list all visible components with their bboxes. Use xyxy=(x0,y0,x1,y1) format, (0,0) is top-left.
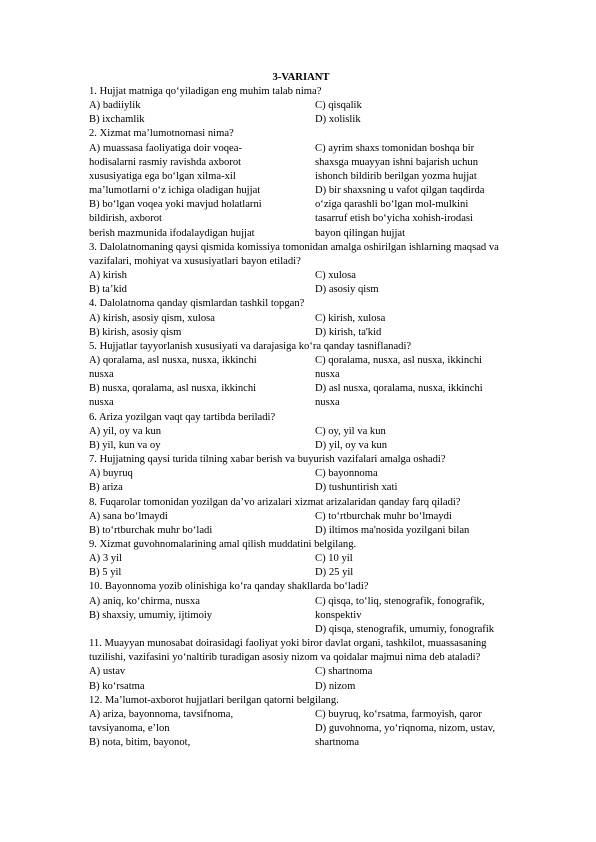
answer-right: D) qisqa, stenografik, umumiy, fonografik xyxy=(315,623,495,635)
question-block xyxy=(89,453,509,495)
answer-left: A) 3 yil xyxy=(89,553,122,565)
question-block xyxy=(89,694,509,751)
answer-row xyxy=(89,566,509,580)
answer-left: A) kirish, asosiy qism, xulosa xyxy=(89,312,215,324)
answer-left: A) qoralama, asl nusxa, nusxa, ikkinchi xyxy=(89,354,257,366)
question-text: 7. Hujjatning qaysi turida tilning xabar berish va buyurish vazifalari amalga oshadi? xyxy=(89,454,446,466)
answer-left: A) badiiylik xyxy=(89,100,141,112)
answer-right: nusxa xyxy=(315,397,340,409)
answer-right: tasarruf etish bo‘yicha xohish-irodasi xyxy=(315,213,473,225)
question-text: 2. Xizmat ma’lumotnomasi nima? xyxy=(89,128,234,140)
answer-row xyxy=(89,227,509,241)
question-text: 10. Bayonnoma yozib olinishiga ko‘ra qanday shakllarda bo‘ladi? xyxy=(89,581,369,593)
question-block xyxy=(89,496,509,538)
answer-right: C) qisqalik xyxy=(315,100,362,112)
answer-right: D) tushuntirish xati xyxy=(315,482,398,494)
answer-row xyxy=(89,609,509,623)
answer-left: B) ko‘rsatma xyxy=(89,680,145,692)
answer-right: C) qisqa, to‘liq, stenografik, fonografik, xyxy=(315,595,485,607)
answer-left: B) 5 yil xyxy=(89,567,122,579)
answer-row xyxy=(89,510,509,524)
answer-row xyxy=(89,312,509,326)
answer-right: shartnoma xyxy=(315,737,360,749)
question-text: 11. Muayyan munosabat doirasidagi faoliyat yoki biror davlat organi, tashkilot, muassasaning tuzilishi, vazifasini yo‘naltirib turadigan asosiy nizom va qoidalar majmui nima deb ataladi? xyxy=(89,638,487,664)
question-block xyxy=(89,637,509,694)
answer-right: shaxsga muayyan ishni bajarish uchun xyxy=(315,156,478,168)
answer-right: C) buyruq, ko‘rsatma, farmoyish, qaror xyxy=(315,708,482,720)
question-text: 12. Ma’lumot-axborot hujjatlari berilgan qatorni belgilang. xyxy=(89,694,339,706)
question-block xyxy=(89,85,509,127)
answer-left: A) ustav xyxy=(89,666,126,678)
answer-right: C) to‘rtburchak muhr bo‘lmaydi xyxy=(315,510,452,522)
question-text: 1. Hujjat matniga qo‘yiladigan eng muhim talab nima? xyxy=(89,86,322,97)
answer-right: D) 25 yil xyxy=(315,567,354,579)
answer-right: ishonch bildirib berilgan yozma hujjat xyxy=(315,170,477,182)
answer-right: D) asosiy qism xyxy=(315,284,379,296)
answer-row xyxy=(89,722,509,736)
answer-row xyxy=(89,623,509,637)
answer-left: B) nota, bitim, bayonot, xyxy=(89,737,191,749)
answer-row xyxy=(89,425,509,439)
answer-right: C) 10 yil xyxy=(315,553,353,565)
answer-row xyxy=(89,396,509,410)
answer-right: D) iltimos ma'nosida yozilgani bilan xyxy=(315,524,470,536)
answer-left: tavsiyanoma, e’lon xyxy=(89,723,170,735)
answer-left: nusxa xyxy=(89,369,114,381)
answer-left: nusxa xyxy=(89,397,114,409)
answer-left: B) to‘rtburchak muhr bo‘ladi xyxy=(89,524,213,536)
answer-right: D) bir shaxsning u vafot qilgan taqdirda xyxy=(315,185,485,197)
answer-left: A) muassasa faoliyatiga doir voqea- xyxy=(89,142,242,154)
answer-row xyxy=(89,368,509,382)
answer-left xyxy=(89,623,315,637)
answer-left: A) ariza, bayonnoma, tavsifnoma, xyxy=(89,708,234,720)
answer-right: nusxa xyxy=(315,369,340,381)
answer-left: A) yil, oy va kun xyxy=(89,425,162,437)
answer-right: D) asl nusxa, qoralama, nusxa, ikkinchi xyxy=(315,383,483,395)
answer-left: B) bo‘lgan voqea yoki mavjud holatlarni xyxy=(89,199,262,211)
question-list xyxy=(89,85,509,750)
answer-row xyxy=(89,269,509,283)
answer-row xyxy=(89,142,509,156)
answer-left: berish mazmunida ifodalaydigan hujjat xyxy=(89,227,255,239)
answer-row xyxy=(89,354,509,368)
answer-row xyxy=(89,736,509,750)
answer-row xyxy=(89,665,509,679)
answer-left: B) ixchamlik xyxy=(89,114,145,126)
answer-row xyxy=(89,212,509,226)
answer-left: B) ta’kid xyxy=(89,284,127,296)
answer-row xyxy=(89,184,509,198)
answer-left: B) shaxsiy, umumiy, ijtimoiy xyxy=(89,609,213,621)
answer-row xyxy=(89,595,509,609)
answer-right: D) guvohnoma, yo‘riqnoma, nizom, ustav, xyxy=(315,723,495,735)
answer-right: konspektiv xyxy=(315,609,362,621)
answer-right: C) qoralama, nusxa, asl nusxa, ikkinchi xyxy=(315,354,483,366)
answer-right: C) bayonnoma xyxy=(315,468,378,480)
answer-left: A) kirish xyxy=(89,270,127,282)
answer-left: xususiyatiga ega bo‘lgan xilma-xil xyxy=(89,170,236,182)
answer-left: B) kirish, asosiy qism xyxy=(89,326,182,338)
answer-row xyxy=(89,467,509,481)
answer-right: C) shartnoma xyxy=(315,666,373,678)
answer-row xyxy=(89,326,509,340)
answer-right: D) kirish, ta'kid xyxy=(315,326,382,338)
answer-left: A) buyruq xyxy=(89,468,133,480)
answer-right: D) xolislik xyxy=(315,114,361,126)
answer-row xyxy=(89,382,509,396)
question-block xyxy=(89,538,509,580)
answer-right: o‘ziga qarashli bo‘lgan mol-mulkini xyxy=(315,199,469,211)
answer-left: A) sana bo‘lmaydi xyxy=(89,510,168,522)
answer-row xyxy=(89,113,509,127)
answer-right: bayon qilingan hujjat xyxy=(315,227,406,239)
answer-right: C) xulosa xyxy=(315,270,356,282)
answer-row xyxy=(89,439,509,453)
question-block xyxy=(89,127,509,240)
question-block xyxy=(89,241,509,298)
answer-row xyxy=(89,481,509,495)
answer-right: C) oy, yil va kun xyxy=(315,425,386,437)
answer-left: bildirish, axborot xyxy=(89,213,162,225)
question-text: 9. Xizmat guvohnomalarining amal qilish muddatini belgilang. xyxy=(89,539,357,550)
answer-left: B) nusxa, qoralama, asl nusxa, ikkinchi xyxy=(89,383,257,395)
answer-row xyxy=(89,283,509,297)
question-block xyxy=(89,580,509,637)
answer-left: hodisalarni rasmiy ravishda axborot xyxy=(89,156,242,168)
answer-row xyxy=(89,170,509,184)
question-text: 5. Hujjatlar tayyorlanish xususiyati va darajasiga ko‘ra qanday tasniflanadi? xyxy=(89,340,412,352)
question-text: 4. Dalolatnoma qanday qismlardan tashkil topgan? xyxy=(89,298,305,310)
question-block xyxy=(89,340,509,411)
answer-right: C) kirish, xulosa xyxy=(315,312,386,324)
question-text: 3. Dalolatnomaning qaysi qismida komissiya tomonidan amalga oshirilgan ishlarning maqsad va vazifalari, mohiyat va xususiyatlari bayon etiladi? xyxy=(89,241,499,267)
answer-row xyxy=(89,680,509,694)
question-text: 8. Fuqarolar tomonidan yozilgan da’vo arizalari xizmat arizalaridan qanday farq qiladi? xyxy=(89,496,461,508)
question-text: 6. Ariza yozilgan vaqt qay tartibda beriladi? xyxy=(89,411,276,423)
variant-title: 3-VARIANT xyxy=(272,72,330,83)
answer-row xyxy=(89,156,509,170)
answer-row xyxy=(89,198,509,212)
question-block xyxy=(89,297,509,339)
answer-left: B) ariza xyxy=(89,482,123,494)
answer-row xyxy=(89,524,509,538)
answer-left: ma’lumotlarni o‘z ichiga oladigan hujjat xyxy=(89,185,261,197)
answer-row xyxy=(89,99,509,113)
answer-left: A) aniq, ko‘chirma, nusxa xyxy=(89,595,200,607)
answer-row xyxy=(89,552,509,566)
answer-row xyxy=(89,708,509,722)
answer-left: B) yil, kun va oy xyxy=(89,439,161,451)
question-block xyxy=(89,411,509,453)
answer-right: D) yil, oy va kun xyxy=(315,439,388,451)
answer-right: D) nizom xyxy=(315,680,356,692)
answer-right: C) ayrim shaxs tomonidan boshqa bir xyxy=(315,142,475,154)
